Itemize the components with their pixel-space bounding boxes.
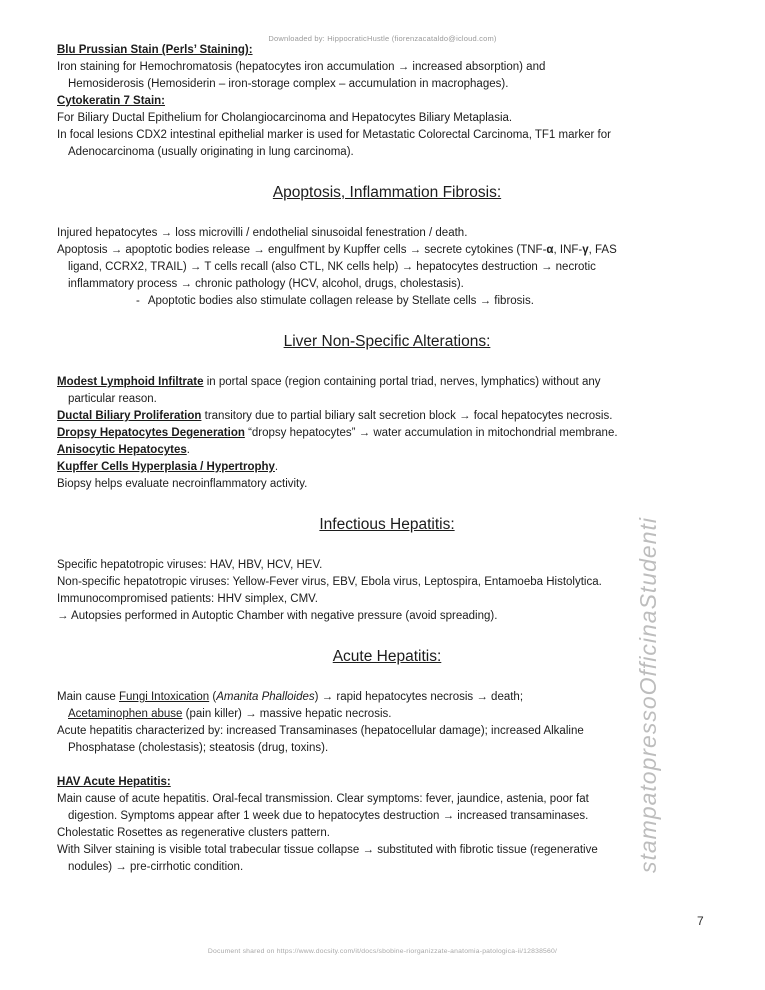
text-line: [57, 59, 717, 76]
spacer-line: [57, 757, 717, 774]
text-run: -: [136, 295, 140, 307]
text-run: Modest Lymphoid Infiltrate: [57, 376, 204, 388]
text-run: Dropsy Hepatocytes Degeneration: [57, 427, 245, 439]
bullet-line: [57, 293, 717, 310]
text-line: [57, 859, 717, 876]
section-heading: [57, 644, 717, 670]
text-run: Apoptotic bodies also stimulate collagen release by Stellate cells → fibrosis.: [147, 295, 534, 307]
text-run: inflammatory process → chronic pathology (HCV, alcohol, drugs, cholestasis).: [68, 278, 464, 290]
print-shop-watermark: stampatopressoOfficinaStudenti: [635, 517, 661, 874]
subsection-heading: [57, 93, 717, 110]
text-run: (pain killer) → massive hepatic necrosis.: [182, 708, 392, 720]
text-run: “dropsy hepatocytes” → water accumulation in mitochondrial membrane.: [244, 427, 618, 439]
text-run: Main cause: [57, 691, 120, 703]
text-run: Non-specific hepatotropic viruses: Yellow-Fever virus, EBV, Ebola virus, Leptospira, Entamoeba Histolytica.: [57, 576, 602, 588]
downloaded-by-watermark: Downloaded by: HippocraticHustle (fiorenzacataldo@icloud.com): [268, 34, 497, 43]
text-line: [57, 110, 717, 127]
text-run: Fungi Intoxication: [119, 691, 210, 703]
text-run: nodules) → pre-cirrhotic condition.: [68, 861, 244, 873]
text-run: Injured hepatocytes → loss microvilli / endothelial sinusoidal fenestration / death.: [57, 227, 468, 239]
text-run: Main cause of acute hepatitis. Oral-fecal transmission. Clear symptoms: fever, jaundice, astenia, poor fat: [57, 793, 589, 805]
text-line: [57, 442, 717, 459]
text-run: Infectious Hepatitis:: [319, 516, 455, 533]
text-run: Specific hepatotropic viruses: HAV, HBV, HCV, HEV.: [57, 559, 323, 571]
text-run: Liver Non-Specific Alterations:: [283, 333, 491, 350]
text-line: [57, 127, 717, 144]
subsection-heading: [57, 774, 717, 791]
text-line: [57, 259, 717, 276]
text-run: γ: [582, 244, 589, 256]
text-line: [57, 225, 717, 242]
text-run: → Autopsies performed in Autoptic Chamber with negative pressure (avoid spreading).: [57, 610, 498, 622]
text-run: , FAS: [588, 244, 617, 256]
text-run: (: [209, 691, 217, 703]
text-line: [57, 242, 717, 259]
text-run: digestion. Symptoms appear after 1 week due to hepatocytes destruction → increased transaminases.: [68, 810, 589, 822]
text-run: Kupffer Cells Hyperplasia / Hypertrophy: [57, 461, 275, 473]
section-heading: [57, 180, 717, 206]
text-run: Phosphatase (cholestasis); steatosis (drug, toxins).: [68, 742, 329, 754]
text-line: [57, 608, 717, 625]
text-line: [57, 706, 717, 723]
text-run: Ductal Biliary Proliferation: [57, 410, 202, 422]
text-line: [57, 791, 717, 808]
text-run: Acute Hepatitis:: [332, 648, 442, 665]
document-body: [57, 42, 717, 876]
text-line: [57, 740, 717, 757]
text-run: .: [274, 461, 279, 473]
text-run: in portal space (region containing portal triad, nerves, lymphatics) without any: [203, 376, 601, 388]
text-run: For Biliary Ductal Epithelium for Cholangiocarcinoma and Hepatocytes Biliary Metaplasia.: [57, 112, 513, 124]
text-run: , INF-: [553, 244, 583, 256]
text-run: Apoptosis → apoptotic bodies release → engulfment by Kupffer cells → secrete cytokines (TNF-: [57, 244, 547, 256]
text-run: With Silver staining is visible total trabecular tissue collapse → substituted with fibrotic tissue (regenerative: [57, 844, 598, 856]
text-run: transitory due to partial biliary salt secretion block → focal hepatocytes necrosis.: [201, 410, 613, 422]
text-run: Cytokeratin 7 Stain:: [57, 95, 165, 107]
section-heading: [57, 512, 717, 538]
text-run: α: [546, 244, 554, 256]
text-run: Amanita Phalloides: [216, 691, 315, 703]
text-run: Blu Prussian Stain (Perls’ Staining):: [57, 44, 253, 56]
text-line: [57, 276, 717, 293]
text-run: .: [186, 444, 190, 456]
section-heading: [57, 329, 717, 355]
text-run: Adenocarcinoma (usually originating in lung carcinoma).: [68, 146, 354, 158]
text-run: Biopsy helps evaluate necroinflammatory activity.: [57, 478, 308, 490]
text-line: [57, 374, 717, 391]
subsection-heading: [57, 42, 717, 59]
text-line: [57, 808, 717, 825]
text-line: [57, 425, 717, 442]
text-run: Hemosiderosis (Hemosiderin – iron-storage complex – accumulation in macrophages).: [68, 78, 509, 90]
page-number: 7: [697, 914, 704, 928]
text-line: [57, 76, 717, 93]
text-run: ) → rapid hepatocytes necrosis → death;: [314, 691, 524, 703]
text-run: Apoptosis, Inflammation Fibrosis:: [272, 184, 502, 201]
text-run: Immunocompromised patients: HHV simplex, CMV.: [57, 593, 318, 605]
text-run: Cholestatic Rosettes as regenerative clusters pattern.: [57, 827, 330, 839]
text-line: [57, 459, 717, 476]
text-run: Anisocytic Hepatocytes: [57, 444, 187, 456]
text-line: [57, 557, 717, 574]
text-line: [57, 825, 717, 842]
text-run: particular reason.: [68, 393, 157, 405]
text-line: [57, 476, 717, 493]
text-run: Acetaminophen abuse: [68, 708, 183, 720]
text-run: Iron staining for Hemochromatosis (hepatocytes iron accumulation → increased absorption) and: [57, 61, 546, 73]
text-line: [57, 723, 717, 740]
text-line: [57, 391, 717, 408]
docsity-share-footer: Document shared on https://www.docsity.com/it/docs/sbobine-riorganizzate-anatomia-patologica-ii/12838560/: [207, 948, 558, 955]
text-line: [57, 574, 717, 591]
text-run: Acute hepatitis characterized by: increased Transaminases (hepatocellular damage); increased Alkaline: [57, 725, 584, 737]
text-line: [57, 591, 717, 608]
text-run: In focal lesions CDX2 intestinal epithelial marker is used for Metastatic Colorectal Carcinoma, TF1 marker for: [57, 129, 611, 141]
text-line: [57, 144, 717, 161]
text-line: [57, 408, 717, 425]
text-run: ligand, CCRX2, TRAIL) → T cells recall (also CTL, NK cells help) → hepatocytes destruction → necrotic: [68, 261, 596, 273]
text-line: [57, 689, 717, 706]
text-run: HAV Acute Hepatitis:: [57, 776, 171, 788]
text-line: [57, 842, 717, 859]
